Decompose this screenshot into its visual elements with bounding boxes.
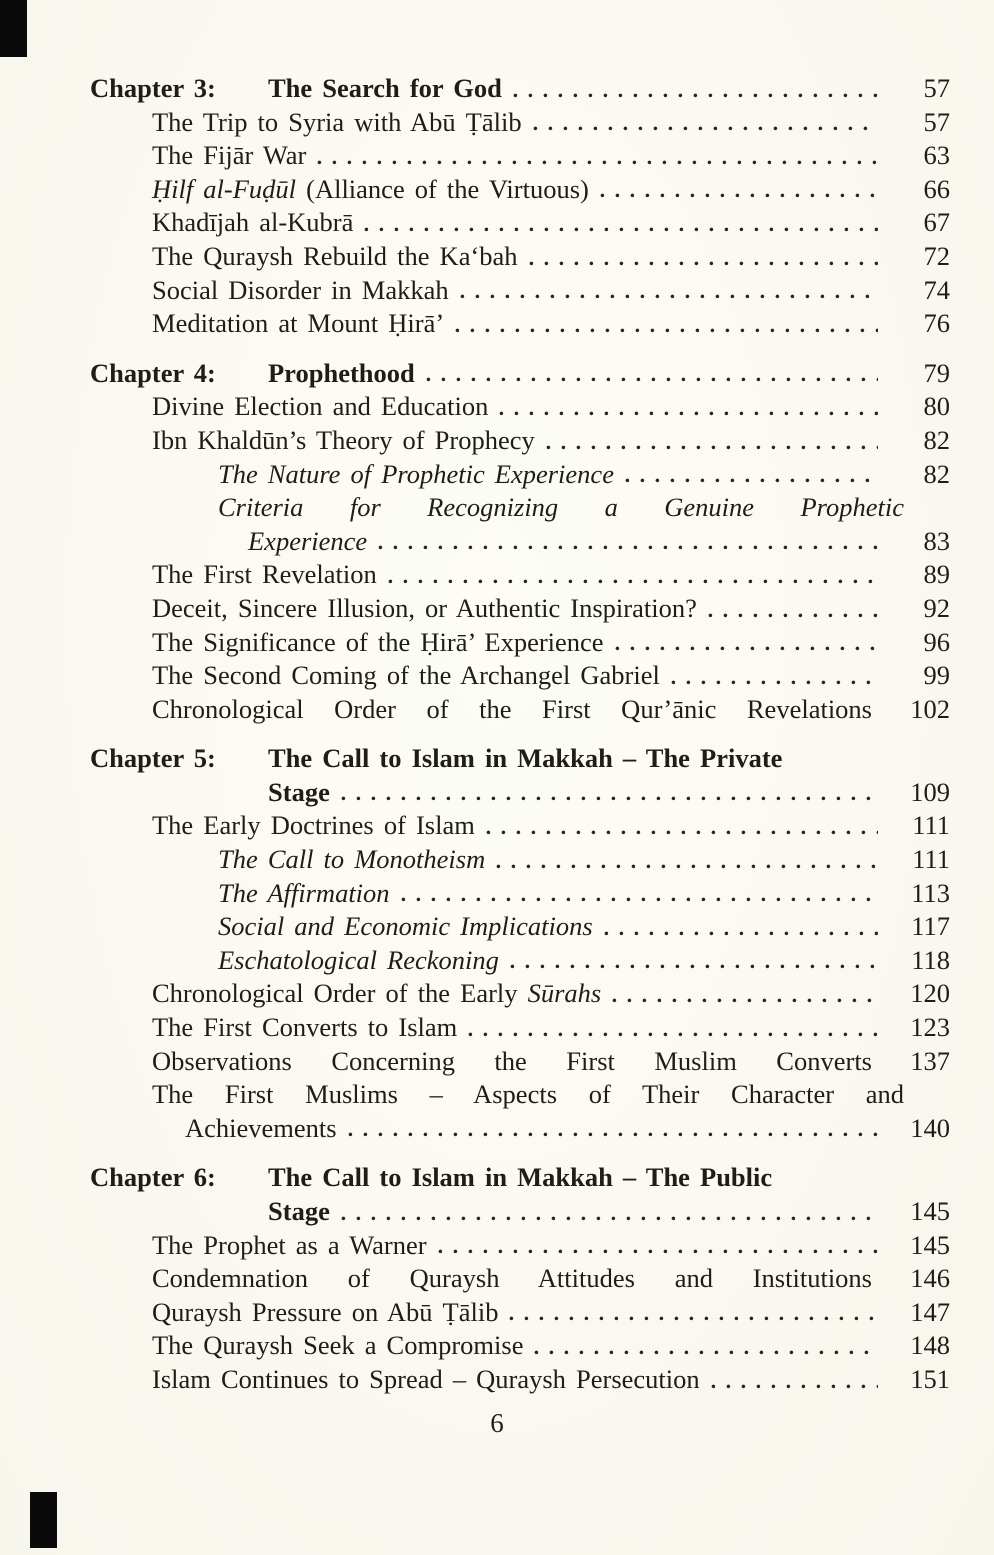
toc-entry-row xyxy=(0,424,950,458)
toc-entry-row xyxy=(0,1329,950,1363)
toc-entry-row xyxy=(0,1363,950,1397)
dot-leader xyxy=(529,240,878,274)
entry-title: The Call to Islam in Makkah – The Public xyxy=(268,1162,773,1193)
entry-page-number: 82 xyxy=(923,424,950,455)
dot-leader xyxy=(388,558,878,592)
dot-leader xyxy=(438,1229,878,1263)
dot-leader xyxy=(533,106,878,140)
entry-title: The First Revelation xyxy=(152,559,377,590)
scan-artifact-bottom-left-icon xyxy=(30,1492,57,1548)
entry-title: Eschatological Reckoning xyxy=(218,944,499,975)
entry-page-number: 76 xyxy=(923,308,950,339)
toc-entry-row xyxy=(0,206,950,240)
dot-leader xyxy=(615,626,878,660)
dot-leader xyxy=(496,843,878,877)
entry-title: The Second Coming of the Archangel Gabriel xyxy=(152,660,660,691)
dot-leader xyxy=(499,390,878,424)
entry-title: Islam Continues to Spread – Quraysh Persecution xyxy=(152,1363,700,1394)
entry-page-number: 89 xyxy=(923,559,950,590)
dot-leader xyxy=(341,776,878,810)
entry-page-number: 79 xyxy=(923,357,950,388)
entry-page-number: 83 xyxy=(923,525,950,556)
entry-title: The Fijār War xyxy=(152,140,307,171)
toc-chapter-row xyxy=(0,357,950,391)
toc-entry-row xyxy=(0,525,950,559)
toc-entry-row xyxy=(0,491,950,525)
dot-leader xyxy=(534,1329,878,1363)
dot-leader xyxy=(401,877,878,911)
dot-leader xyxy=(509,1296,878,1330)
entry-title: The Quraysh Rebuild the Ka‘bah xyxy=(152,240,518,271)
toc-entry-row xyxy=(0,1011,950,1045)
dot-leader xyxy=(426,357,878,391)
entry-page-number: 67 xyxy=(923,207,950,238)
entry-title: Quraysh Pressure on Abū Ṭālib xyxy=(152,1296,499,1327)
entry-page-number: 151 xyxy=(910,1363,950,1394)
entry-page-number: 145 xyxy=(910,1196,950,1226)
entry-page-number: 92 xyxy=(923,592,950,623)
entry-title: The First Converts to Islam xyxy=(152,1012,458,1043)
scan-artifact-top-left-icon xyxy=(0,0,27,57)
dot-leader xyxy=(341,1195,878,1229)
entry-page-number: 82 xyxy=(923,458,950,489)
entry-page-number: 145 xyxy=(910,1229,950,1260)
toc-entry-row xyxy=(0,877,950,911)
entry-title: Stage xyxy=(268,1196,330,1226)
entry-title: Khadījah al-Kubrā xyxy=(152,207,354,238)
toc-chapter-row xyxy=(0,1161,950,1195)
dot-leader xyxy=(510,944,878,978)
entry-title: The Trip to Syria with Abū Ṭālib xyxy=(152,106,522,137)
entry-page-number: 123 xyxy=(910,1012,950,1043)
entry-page-number: 109 xyxy=(910,776,950,807)
entry-title: Condemnation of Quraysh Attitudes and Institutions xyxy=(152,1263,872,1294)
entry-title: Ibn Khaldūn’s Theory of Prophecy xyxy=(152,424,535,455)
dot-leader xyxy=(546,424,878,458)
entry-page-number: 74 xyxy=(923,274,950,305)
toc-entry-row xyxy=(0,626,950,660)
toc-chapter-row xyxy=(0,742,950,776)
chapter-label: Chapter 5: xyxy=(90,743,216,774)
entry-title: Experience xyxy=(248,525,368,556)
toc-entry-row xyxy=(0,592,950,626)
page-number: 6 xyxy=(490,1408,504,1438)
toc-entry-row xyxy=(0,390,950,424)
toc-entry-row xyxy=(0,944,950,978)
entry-title: The Nature of Prophetic Experience xyxy=(218,458,614,489)
toc-entry-row xyxy=(0,1078,950,1112)
dot-leader xyxy=(708,592,878,626)
entry-title: The Affirmation xyxy=(218,877,390,908)
entry-title: The Call to Monotheism xyxy=(218,844,486,875)
dot-leader xyxy=(378,525,878,559)
entry-title: The Prophet as a Warner xyxy=(152,1229,427,1260)
dot-leader xyxy=(604,910,878,944)
entry-title: Criteria for Recognizing a Genuine Prophetic xyxy=(218,492,904,523)
entry-page-number: 57 xyxy=(923,73,950,103)
entry-title: The Quraysh Seek a Compromise xyxy=(152,1330,524,1361)
toc-entry-row xyxy=(0,307,950,341)
toc-entry-row xyxy=(0,173,950,207)
dot-leader xyxy=(468,1011,878,1045)
entry-page-number: 118 xyxy=(911,944,950,975)
entry-page-number: 146 xyxy=(910,1263,950,1294)
entry-page-number: 113 xyxy=(911,877,950,908)
dot-leader xyxy=(364,206,878,240)
entry-title: Meditation at Mount Ḥirā’ xyxy=(152,308,445,339)
toc-entry-row xyxy=(0,1112,950,1146)
toc-entry-row xyxy=(0,809,950,843)
entry-page-number: 80 xyxy=(923,391,950,422)
entry-page-number: 57 xyxy=(923,106,950,137)
dot-leader xyxy=(600,173,878,207)
dot-leader xyxy=(671,659,878,693)
dot-leader xyxy=(348,1112,878,1146)
toc-chapter-row xyxy=(0,1195,950,1229)
entry-title: Observations Concerning the First Muslim Converts xyxy=(152,1045,872,1076)
entry-page-number: 102 xyxy=(910,693,950,724)
entry-page-number: 96 xyxy=(923,626,950,657)
chapter-label: Chapter 3: xyxy=(90,73,216,103)
toc-chapter-row xyxy=(0,776,950,810)
entry-page-number: 63 xyxy=(923,140,950,171)
dot-leader xyxy=(612,977,878,1011)
toc-entry-row xyxy=(0,558,950,592)
toc-entry-row xyxy=(0,274,950,308)
entry-title: Divine Election and Education xyxy=(152,391,489,422)
toc-entry-row xyxy=(0,106,950,140)
entry-title: Social Disorder in Makkah xyxy=(152,274,449,305)
dot-leader xyxy=(486,809,878,843)
toc-entry-row xyxy=(0,1229,950,1263)
entry-page-number: 111 xyxy=(912,844,950,875)
entry-page-number: 72 xyxy=(923,240,950,271)
entry-page-number: 66 xyxy=(923,173,950,204)
entry-page-number: 120 xyxy=(910,978,950,1009)
entry-title: The Search for God xyxy=(268,73,502,103)
toc-entry-row xyxy=(0,843,950,877)
dot-leader xyxy=(625,458,878,492)
toc-chapter-row xyxy=(0,72,950,106)
entry-title: The Significance of the Ḥirā’ Experience xyxy=(152,626,604,657)
toc-entry-row xyxy=(0,458,950,492)
toc-entry-row xyxy=(0,977,950,1011)
entry-title: Chronological Order of the Early Sūrahs xyxy=(152,978,602,1009)
entry-page-number: 137 xyxy=(910,1045,950,1076)
chapter-label: Chapter 6: xyxy=(90,1162,216,1193)
entry-title: The Call to Islam in Makkah – The Private xyxy=(268,743,783,774)
entry-title: The First Muslims – Aspects of Their Character and xyxy=(152,1079,904,1110)
entry-page-number: 111 xyxy=(912,810,950,841)
entry-page-number: 140 xyxy=(910,1112,950,1143)
entry-page-number: 99 xyxy=(923,660,950,691)
entry-title: Deceit, Sincere Illusion, or Authentic Inspiration? xyxy=(152,592,697,623)
entry-title: Achievements xyxy=(185,1112,337,1143)
entry-page-number: 147 xyxy=(910,1296,950,1327)
toc-entry-row xyxy=(0,1262,950,1296)
chapter-label: Chapter 4: xyxy=(90,357,216,388)
toc-entry-row xyxy=(0,1296,950,1330)
entry-title: Ḥilf al-Fuḍūl (Alliance of the Virtuous) xyxy=(152,173,589,204)
dot-leader xyxy=(460,274,878,308)
toc-entry-row xyxy=(0,1045,950,1079)
dot-leader xyxy=(711,1363,878,1397)
entry-title: Stage xyxy=(268,776,330,807)
dot-leader xyxy=(513,72,878,106)
toc-entry-row xyxy=(0,659,950,693)
toc-entry-row xyxy=(0,693,950,727)
toc-entry-row xyxy=(0,139,950,173)
entry-page-number: 117 xyxy=(911,911,950,942)
dot-leader xyxy=(317,139,878,173)
entry-title: Prophethood xyxy=(268,357,415,388)
dot-leader xyxy=(455,307,878,341)
entry-title: Social and Economic Implications xyxy=(218,911,593,942)
entry-title: The Early Doctrines of Islam xyxy=(152,810,475,841)
entry-title: Chronological Order of the First Qur’ānic Revelations xyxy=(152,693,872,724)
toc-entry-row xyxy=(0,240,950,274)
toc-entry-row xyxy=(0,910,950,944)
entry-page-number: 148 xyxy=(910,1330,950,1361)
